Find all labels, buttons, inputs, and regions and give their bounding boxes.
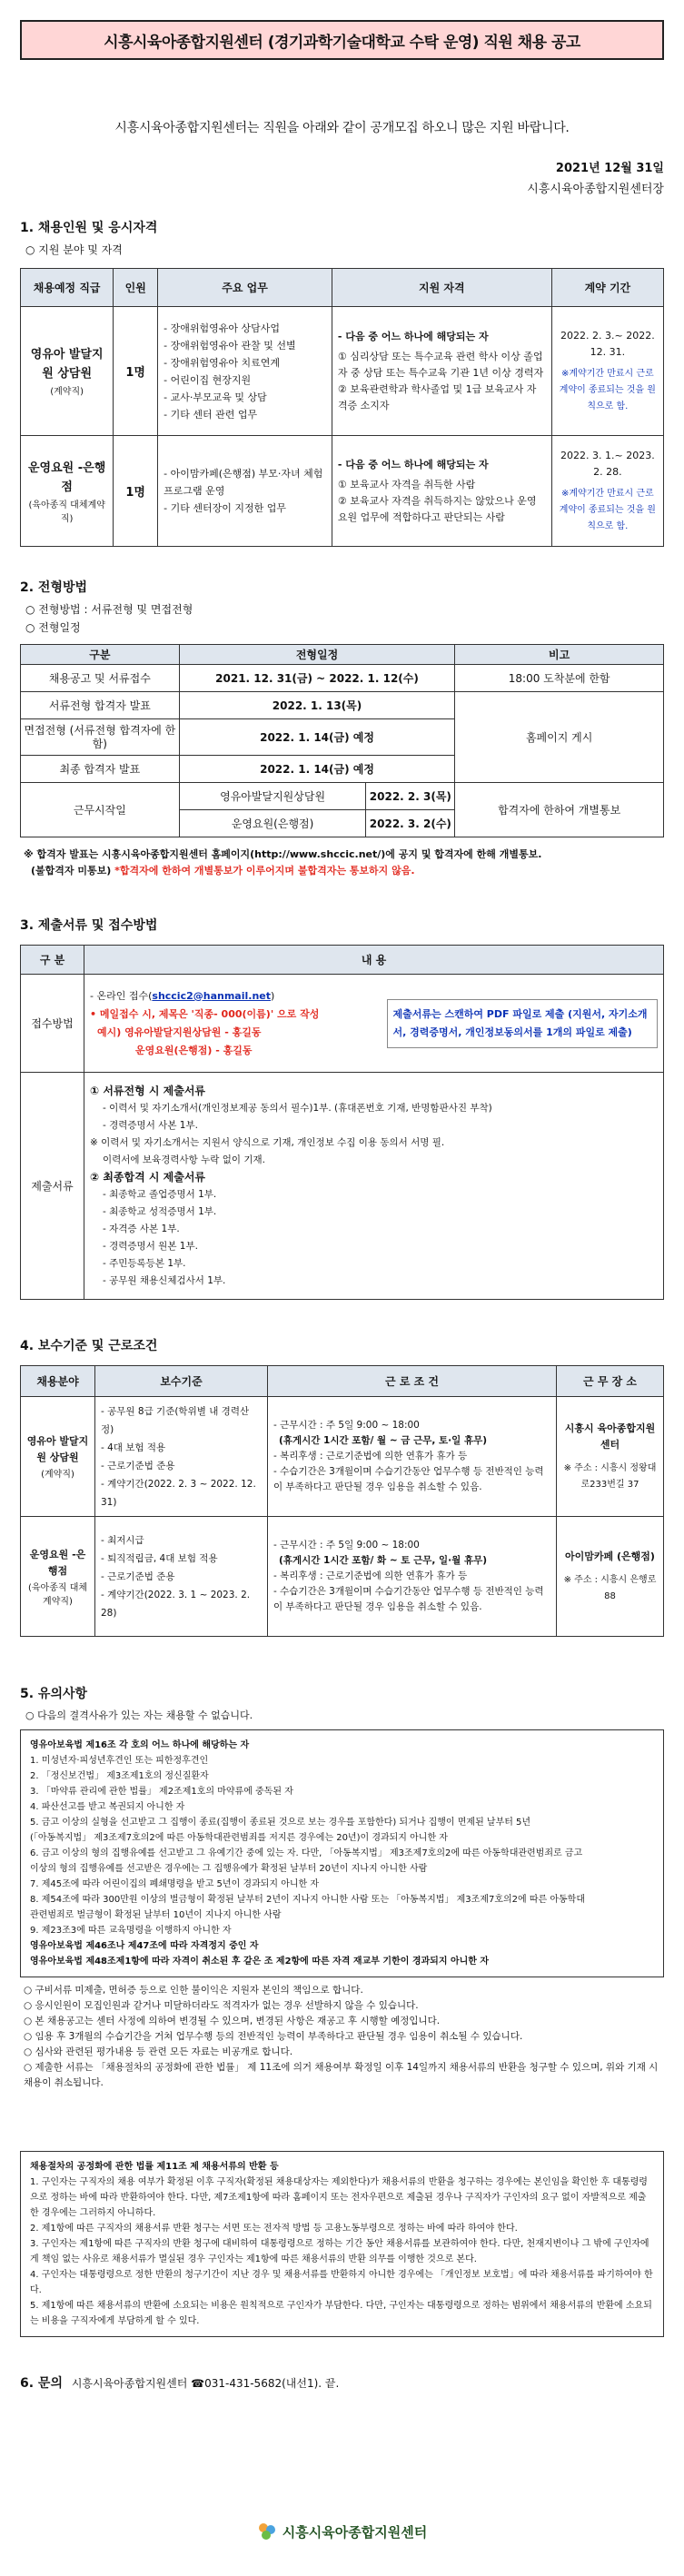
docs-heading: ① 서류전형 시 제출서류 <box>90 1084 206 1097</box>
pay-item: - 공무원 8급 기준(학위별 내 경력산정) <box>101 1405 250 1435</box>
page-title: 시흥시육아종합지원센터 (경기과학기술대학교 수탁 운영) 직원 채용 공고 <box>20 20 664 60</box>
header-note: 비고 <box>455 645 664 665</box>
duty-item: - 기타 센터장이 지정한 업무 <box>164 502 286 514</box>
footer-org-name: 시흥시육아종합지원센터 <box>282 2523 428 2541</box>
contract-period: 2022. 2. 3.~ 2022. 12. 31. <box>560 329 655 358</box>
caution-item: ○ 구비서류 미제출, 면허증 등으로 인한 불이익은 지원자 본인의 책임으로 합니다. <box>24 1985 363 1996</box>
docs-item: - 최종학교 성적증명서 1부. <box>103 1205 217 1217</box>
section-2-heading: 2. 전형방법 <box>20 580 88 595</box>
method-text: - 온라인 접수( <box>90 989 153 1002</box>
notice-line: ※ 합격자 발표는 시흥시육아종합지원센터 홈페이지(http://www.shccic.net/)에 공지 및 합격자에 한해 개별통보. <box>24 848 542 860</box>
duty-item: - 장애위험영유아 관찰 및 선별 <box>164 339 296 352</box>
header-job: 채용예정 직급 <box>21 269 114 307</box>
qual-item: ② 보육관련학과 학사졸업 및 1급 보육교사 자격증 소지자 <box>337 382 537 411</box>
box-line: 관련범죄로 벌금형이 확정된 날부터 10년이 지나지 아니한 사람 <box>30 1910 282 1920</box>
header-field: 채용분야 <box>21 1366 95 1397</box>
caution-item: ○ 임용 후 3개월의 수습기간을 거쳐 업무수행 등의 전반적인 능력이 부족하다고 판단될 경우 임용이 취소될 수 있습니다. <box>24 2031 523 2042</box>
pay-item: - 근로기준법 준용 <box>101 1460 175 1471</box>
cond-item: - 근무시간 : 주 5일 9:00 ~ 18:00 <box>273 1420 420 1431</box>
duty-item: - 아이맘카페(은행점) 부모·자녀 체험프로그램 운영 <box>164 468 323 497</box>
contact-text: 시흥시육아종합지원센터 ☎031-431-5682(내선1). 끝. <box>71 2377 340 2390</box>
pay-item: - 근로기준법 준용 <box>101 1570 175 1582</box>
box-line: 2. 제1항에 따른 구직자의 채용서류 반환 청구는 서면 또는 전자적 방법 등 고용노동부령으로 정하는 바에 따라 하여야 한다. <box>30 2224 518 2234</box>
place-address: ※ 주소 : 시흥시 정왕대로233번길 37 <box>563 1462 657 1490</box>
method-example: 예시) 영유아발달지원상담원 - 홍길동 <box>97 1025 262 1038</box>
box-line: 영유아보육법 제46조나 제47조에 따라 자격정지 중인 자 <box>30 1941 259 1951</box>
qual-head: - 다음 중 어느 하나에 해당되는 자 <box>337 458 489 471</box>
method-example: 운영요원(은행점) - 홍길동 <box>135 1044 253 1056</box>
schedule-date: 2021. 12. 31(금) ~ 2022. 1. 12(수) <box>179 665 455 692</box>
caution-item: ○ 제출한 서류는 「채용절차의 공정화에 관한 법률」 제 11조에 의거 채용여부 확정일 이후 14일까지 채용서류의 반환을 청구할 수 있으며, 위와 기재 시 채용이 취소됩니다. <box>24 2062 659 2088</box>
cond-item: (휴게시간 1시간 포함/ 화 ~ 토 근무, 일·월 휴무) <box>279 1555 488 1566</box>
caution-item: ○ 응시인원이 모집인원과 같거나 미달하더라도 적격자가 없는 경우 선발하지 않을 수 있습니다. <box>24 2000 419 2011</box>
table-row <box>21 1073 664 1300</box>
caution-item: ○ 본 채용공고는 센터 사정에 의하여 변경될 수 있으며, 변경된 사항은 재공고 후 시행할 예정입니다. <box>24 2016 441 2026</box>
section-4-heading: 4. 보수기준 및 근로조건 <box>20 1339 158 1353</box>
box-line: 9. 제23조3에 따른 교육명령을 이행하지 아니한 자 <box>30 1926 232 1936</box>
schedule-table <box>20 644 664 837</box>
conditions-table <box>20 1365 664 1637</box>
schedule-label: 채용공고 및 서류접수 <box>21 665 180 692</box>
contract-note: ※계약기간 만료시 근로계약이 종료되는 것을 원칙으로 함. <box>559 368 656 411</box>
field-note: (육아종직 대체계약직) <box>27 1582 88 1607</box>
schedule-date: 2022. 1. 14(금) 예정 <box>179 719 455 756</box>
job-note: (계약직) <box>50 387 84 397</box>
section-3-heading: 3. 제출서류 및 접수방법 <box>20 918 158 933</box>
table-row <box>21 1397 664 1517</box>
docs-item: ※ 이력서 및 자기소개서는 지원서 양식으로 기재, 개인정보 수집 이용 동의서 서명 필. <box>90 1136 445 1148</box>
caution-list <box>20 1983 664 2091</box>
box-line: 채용절차의 공정화에 관한 법률 제11조 제 채용서류의 반환 등 <box>30 2162 279 2172</box>
box-line: 1. 구인자는 구직자의 채용 여부가 확정된 이후 구직자(확정된 채용대상자는 제외한다)가 채용서류의 반환을 청구하는 경우에는 본인임을 확인한 후 대통령령으로 정하는 바에 따라 반환하여야 한다. 다만, 제7조제1항에 따라 홈페이지 또는 전자우편으로 제출된 경우나 구직자가 구인자의 요구 없이 자발적으로 제출한 경우에는 그러하지 아니하다. <box>30 2177 648 2218</box>
docs-item: - 경력증명서 원본 1부. <box>103 1240 198 1252</box>
notice-prefix: (불합격자 미통보) <box>31 865 115 877</box>
section-5-heading: 5. 유의사항 <box>20 1687 88 1701</box>
start-place: 운영요원(은행점) <box>179 810 366 837</box>
box-line: 5. 제1항에 따른 채용서류의 반환에 소요되는 비용은 원칙적으로 구인자가 부담한다. 다만, 구인자는 대통령령으로 정하는 범위에서 채용서류의 반환에 소요되는 비용을 구직자에게 부담하게 할 수 있다. <box>30 2301 652 2326</box>
documents-table <box>20 945 664 1300</box>
email-link[interactable]: shccic2@hanmail.net <box>152 989 271 1002</box>
header-conditions: 근 로 조 건 <box>268 1366 557 1397</box>
cond-item: - 복리후생 : 근로기준법에 의한 연휴가 휴가 등 <box>273 1451 468 1461</box>
box-line: 영유아보육법 제48조제1항에 따라 자격이 취소된 후 같은 조 제2항에 따른 자격 재교부 기한이 경과되지 아니한 자 <box>30 1957 490 1967</box>
contract-period: 2022. 3. 1.~ 2023. 2. 28. <box>560 449 655 478</box>
contract-note: ※계약기간 만료시 근로계약이 종료되는 것을 원칙으로 함. <box>559 488 656 531</box>
header-count: 인원 <box>114 269 158 307</box>
header-period: 계약 기간 <box>551 269 663 307</box>
box-line: 7. 제45조에 따라 어린이집의 폐쇄명령을 받고 5년이 경과되지 아니한 자 <box>30 1879 320 1889</box>
box-line: 2. 「정신보건법」 제3조제1호의 정신질환자 <box>30 1771 209 1781</box>
center-logo-icon <box>257 2522 277 2541</box>
duty-item: - 장애위험영유아 상담사업 <box>164 322 280 334</box>
place-address: ※ 주소 : 시흥시 은행로 88 <box>563 1574 657 1601</box>
docs-item: - 경력증명서 사본 1부. <box>103 1119 198 1131</box>
section-6-heading: 6. 문의 <box>20 2376 63 2391</box>
table-row <box>21 975 664 1073</box>
box-line: 6. 금고 이상의 형의 집행유예를 선고받고 그 유예기간 중에 있는 자. 다만, 「아동복지법」 제3조제7호의2에 따른 아동학대관련범죄로 금고 <box>30 1848 583 1858</box>
job-note: (육아종직 대체계약직) <box>28 500 105 524</box>
intro-text: 시흥시육아종합지원센터는 직원을 아래와 같이 공개모집 하오니 많은 지원 바랍니다. <box>114 121 570 135</box>
field-name: 영유아 발달지원 상담원 <box>26 1435 89 1463</box>
header-schedule: 전형일정 <box>179 645 455 665</box>
duty-item: - 기타 센터 관련 업무 <box>164 408 258 421</box>
schedule-label: 면접전형 (서류전형 합격자에 한함) <box>21 719 180 756</box>
pay-item: - 퇴직적립금, 4대 보험 적용 <box>101 1552 218 1564</box>
table-row <box>21 665 664 692</box>
box-line: 3. 「마약류 관리에 관한 법률」 제2조제1호의 마약류에 중독된 자 <box>30 1787 293 1797</box>
cond-item: - 근무시간 : 주 5일 9:00 ~ 18:00 <box>273 1540 420 1551</box>
pay-item: - 계약기간(2022. 3. 1 ~ 2023. 2. 28) <box>101 1589 251 1619</box>
docs-item: - 이력서 및 자기소개서(개인정보제공 동의서 필수)1부. (휴대폰번호 기재, 반명함판사진 부착) <box>103 1102 492 1114</box>
schedule-note: 홈페이지 게시 <box>455 692 664 783</box>
cond-item: (휴게시간 1시간 포함/ 월 ~ 금 근무, 토·일 휴무) <box>279 1435 488 1446</box>
cond-item: - 수습기간은 3개월이며 수습기간동안 업무수행 등 전반적인 능력이 부족하다고 판단될 경우 임용을 취소할 수 있음. <box>273 1466 544 1492</box>
job-title: 영유아 발달지원 상담원 <box>30 348 104 381</box>
table-row <box>21 783 664 810</box>
docs-label: 제출서류 <box>21 1073 84 1300</box>
header-place: 근 무 장 소 <box>557 1366 664 1397</box>
header-duties: 주요 업무 <box>158 269 332 307</box>
pay-item: - 4대 보험 적용 <box>101 1442 166 1453</box>
field-note: (계약직) <box>41 1470 74 1480</box>
box-line: 영유아보육법 제16조 각 호의 어느 하나에 해당하는 자 <box>30 1740 250 1750</box>
table-row <box>21 307 664 436</box>
place-name: 아이맘카페 (은행점) <box>565 1550 655 1562</box>
announcement-date: 2021년 12월 31일 <box>555 162 664 175</box>
section-2-sub2: ○ 전형일정 <box>25 621 81 634</box>
section-2-sub1: ○ 전형방법 : 서류전형 및 면접전형 <box>25 603 193 616</box>
docs-item: 이력서에 보육경력사항 누락 없이 기재. <box>103 1154 265 1165</box>
schedule-notice <box>20 847 664 879</box>
contact-line <box>20 2373 664 2392</box>
schedule-date: 2022. 1. 14(금) 예정 <box>179 756 455 783</box>
duty-item: - 장애위험영유아 치료연계 <box>164 356 280 369</box>
box-line: 4. 파산선고를 받고 복권되지 아니한 자 <box>30 1802 185 1812</box>
header-category: 구분 <box>21 645 180 665</box>
docs-item: - 최종학교 졸업증명서 1부. <box>103 1188 217 1200</box>
qual-item: ② 보육교사 자격을 취득하지는 않았으나 운영요원 업무에 적합하다고 판단되는 사람 <box>337 494 537 523</box>
box-line: 4. 구인자는 대통령령으로 정한 반환의 청구기간이 지난 경우 및 채용서류를 반환하지 아니한 경우에는 「개인정보 보호법」에 따라 채용서류를 파기하여야 한다. <box>30 2270 653 2295</box>
header-content: 내 용 <box>84 946 664 975</box>
qual-head: - 다음 중 어느 하나에 해당되는 자 <box>337 330 489 342</box>
disqualification-box <box>20 1729 664 1977</box>
place-name: 시흥시 육아종합지원센터 <box>564 1422 656 1451</box>
recruit-table <box>20 268 664 547</box>
footer <box>0 2522 684 2541</box>
pay-item: - 최저시급 <box>101 1534 144 1546</box>
schedule-label: 최종 합격자 발표 <box>21 756 180 783</box>
table-row <box>21 1517 664 1637</box>
schedule-label: 서류전형 합격자 발표 <box>21 692 180 719</box>
schedule-note: 18:00 도착분에 한함 <box>455 665 664 692</box>
section-5-sub: ○ 다음의 결격사유가 있는 자는 채용할 수 없습니다. <box>25 1709 253 1721</box>
box-line: (「아동복지법」 제3조제7호의2에 따른 아동학대관련범죄를 저지른 경우에는 20년)이 경과되지 아니한 자 <box>30 1833 448 1843</box>
qual-item: ① 보육교사 자격을 취득한 사람 <box>337 478 476 490</box>
cond-item: - 수습기간은 3개월이며 수습기간동안 업무수행 등 전반적인 능력이 부족하다고 판단될 경우 임용을 취소할 수 있음. <box>273 1586 544 1612</box>
cond-item: - 복리후생 : 근로기준법에 의한 연휴가 휴가 등 <box>273 1570 468 1581</box>
section-1-sub: ○ 지원 분야 및 자격 <box>25 243 123 256</box>
duty-item: - 어린이집 현장지원 <box>164 373 252 386</box>
start-date: 2022. 3. 2(수) <box>366 810 455 837</box>
docs-item: - 주민등록등본 1부. <box>103 1257 186 1269</box>
caution-item: ○ 심사와 관련된 평가내용 등 관련 모든 자료는 비공개로 합니다. <box>24 2046 293 2057</box>
box-line: 8. 제54조에 따라 300만원 이상의 벌금형이 확정된 날부터 2년이 지나지 아니한 사람 또는 「아동복지법」 제3조제7호의2에 따른 아동학대 <box>30 1895 586 1905</box>
start-note: 합격자에 한하여 개별통보 <box>455 783 664 837</box>
method-file-note: 제출서류는 스캔하여 PDF 파일로 제출 (지원서, 자기소개서, 경력증명서, 개인정보동의서를 1개의 파일로 제출) <box>387 999 659 1048</box>
method-label: 접수방법 <box>21 975 84 1073</box>
field-name: 운영요원 -은행점 <box>29 1548 86 1577</box>
docs-heading: ② 최종합격 시 제출서류 <box>90 1170 206 1184</box>
job-count: 1명 <box>114 436 158 547</box>
method-rule: • 메일접수 시, 제목은 '직종- 000(이름)' 으로 작성 <box>90 1007 320 1020</box>
box-line: 5. 금고 이상의 실형을 선고받고 그 집행이 종료(집행이 종료된 것으로 보는 경우를 포함한다) 되거나 집행이 면제된 날부터 5년 <box>30 1818 531 1828</box>
job-title: 운영요원 -은행점 <box>28 461 106 494</box>
method-text-end: ) <box>271 989 275 1002</box>
box-line: 3. 구인자는 제1항에 따른 구직자의 반환 청구에 대비하여 대통령령으로 정하는 기간 동안 채용서류를 보관하여야 한다. 다만, 천재지변이나 그 밖에 구인자에게 책임 없는 사유로 채용서류가 멸실된 경우 구인자는 제1항에 따른 채용서류의 반환 의무를 이행한 것으로 본다. <box>30 2239 649 2264</box>
table-row <box>21 692 664 719</box>
docs-item: - 공무원 채용신체검사서 1부. <box>103 1274 226 1286</box>
box-line: 이상의 형의 집행유예를 선고받은 경우에는 그 집행유예가 확정된 날부터 20년이 지나지 아니한 사람 <box>30 1864 428 1874</box>
docs-item: - 자격증 사본 1부. <box>103 1223 180 1234</box>
table-row <box>21 436 664 547</box>
issuer-name: 시흥시육아종합지원센터장 <box>527 183 664 196</box>
schedule-date: 2022. 1. 13(목) <box>179 692 455 719</box>
header-category: 구 분 <box>21 946 84 975</box>
box-line: 1. 미성년자·피성년후견인 또는 피한정후견인 <box>30 1756 209 1766</box>
return-law-box <box>20 2151 664 2337</box>
notice-highlight: *합격자에 한하여 개별통보가 이루어지며 불합격자는 통보하지 않음. <box>114 865 415 877</box>
duty-item: - 교사·부모교육 및 상담 <box>164 391 267 403</box>
start-label: 근무시작일 <box>21 783 180 837</box>
start-date: 2022. 2. 3(목) <box>366 783 455 810</box>
pay-item: - 계약기간(2022. 2. 3 ~ 2022. 12. 31) <box>101 1478 256 1508</box>
section-1-heading: 1. 채용인원 및 응시자격 <box>20 221 158 235</box>
job-count: 1명 <box>114 307 158 436</box>
qual-item: ① 심리상담 또는 특수교육 관련 학사 이상 졸업자 중 상담 또는 특수교육 기관 1년 이상 경력자 <box>337 350 544 379</box>
header-pay: 보수기준 <box>95 1366 268 1397</box>
start-place: 영유아발달지원상담원 <box>179 783 366 810</box>
header-qual: 지원 자격 <box>332 269 551 307</box>
